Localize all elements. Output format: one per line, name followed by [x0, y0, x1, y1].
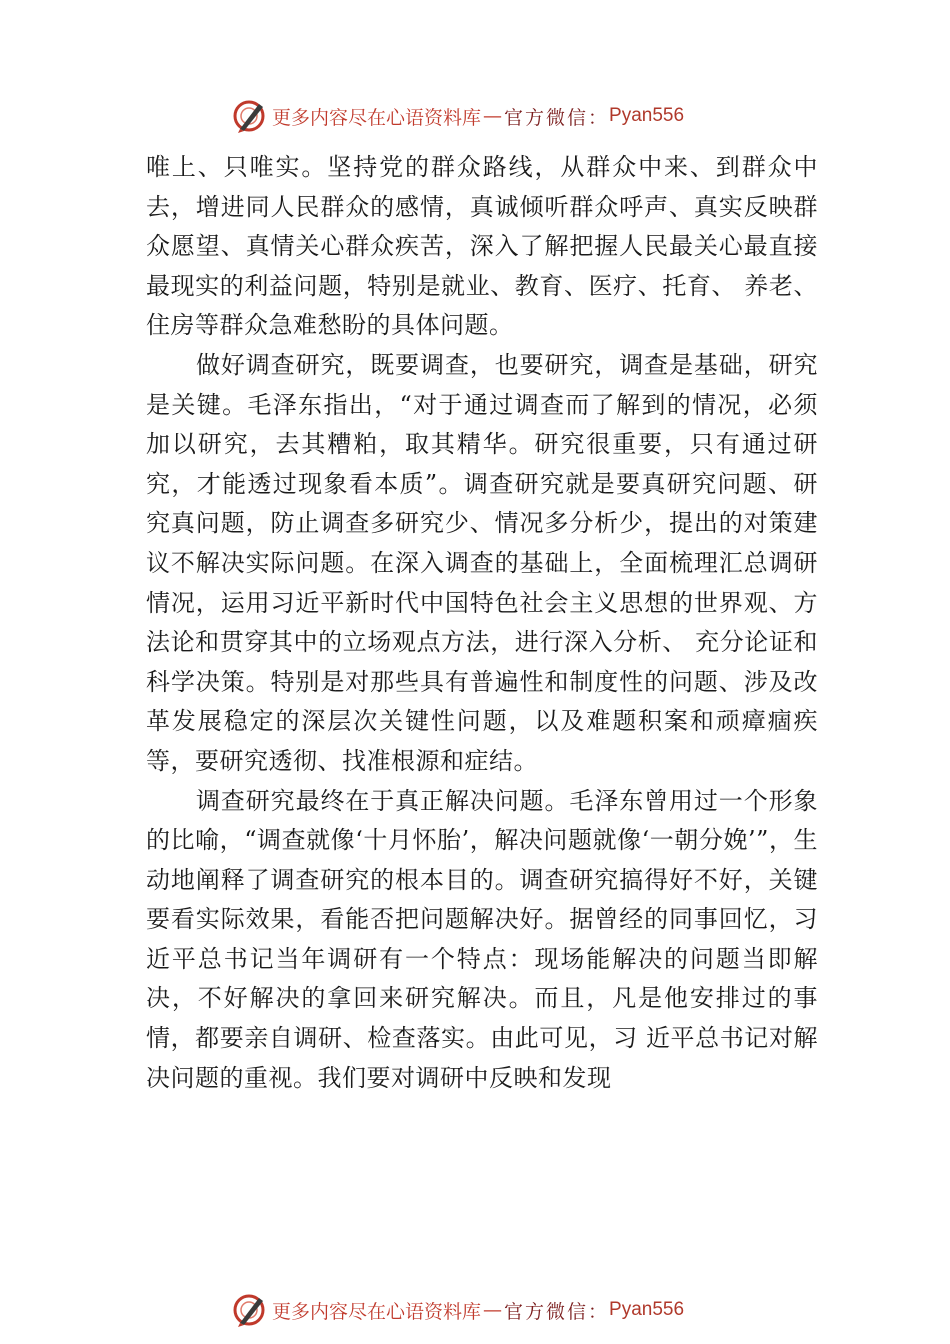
footer-banner — [232, 1290, 684, 1330]
paragraph-1: 唯上、只唯实。坚持党的群众路线，从群众中来、到群众中去，增进同人民群众的感情，真诚倾听群众呼声、真实反映群众愿望、真情关心群众疾苦，深入了解把握人民最关心最直接最现实的利益问题，特别是就业、教育、医疗、托育、 养老、住房等群众急难愁盼的具体问题。 — [146, 153, 818, 340]
banner-wechat-label: 官方微信： — [504, 106, 610, 129]
header-banner — [232, 96, 684, 136]
banner-title: 更多内容尽在心语资料库 — [272, 1300, 482, 1323]
banner-wechat-label: 官方微信： — [504, 1300, 610, 1323]
paragraph-2: 做好调查研究，既要调查，也要研究，调查是基础，研究是关键。毛泽东指出，“对于通过调查而了解到的情况，必须加以研究，去其糟粕，取其精华。研究很重要，只有通过研究，才能透过现象看本质”。调查研究就是要真研究问题、研究真问题，防止调查多研究少、情况多分析少，提出的对策建议不解决实际问题。在深入调查的基础上，全面梳理汇总调研情况，运用习近平新时代中国特色社会主义思想的世界观、方法论和贯穿其中的立场观点方法，进行深入分析、 充分论证和科学决策。特别是对那些具有普遍性和制度性的问题、涉及改革发展稳定的深层次关键性问题，以及难题积案和顽瘴痼疾等，要研究透彻、找准根源和症结。 — [146, 350, 818, 775]
pen-in-circle-logo-icon — [232, 98, 268, 134]
banner-title: 更多内容尽在心语资料库 — [272, 106, 482, 129]
pen-in-circle-logo-icon — [232, 1292, 268, 1328]
banner-wechat-id: Pyan556 — [609, 1299, 685, 1320]
document-body — [146, 148, 818, 1098]
banner-separator: — — [483, 1299, 503, 1321]
banner-wechat-id: Pyan556 — [609, 105, 685, 126]
banner-separator: — — [483, 105, 503, 127]
paragraph-3: 调查研究最终在于真正解决问题。毛泽东曾用过一个形象的比喻，“调查就像‘十月怀胎’，解决问题就像‘一朝分娩’”，生动地阐释了调查研究的根本目的。调查研究搞得好不好，关键要看实际效果，看能否把问题解决好。据曾经的同事回忆，习近平总书记当年调研有一个特点：现场能解决的问题当即解决，不好解决的拿回来研究解决。而且，凡是他安排过的事情，都要亲自调研、检查落实。由此可见，习 近平总书记对解决问题的重视。我们要对调研中反映和发现 — [146, 786, 818, 1092]
